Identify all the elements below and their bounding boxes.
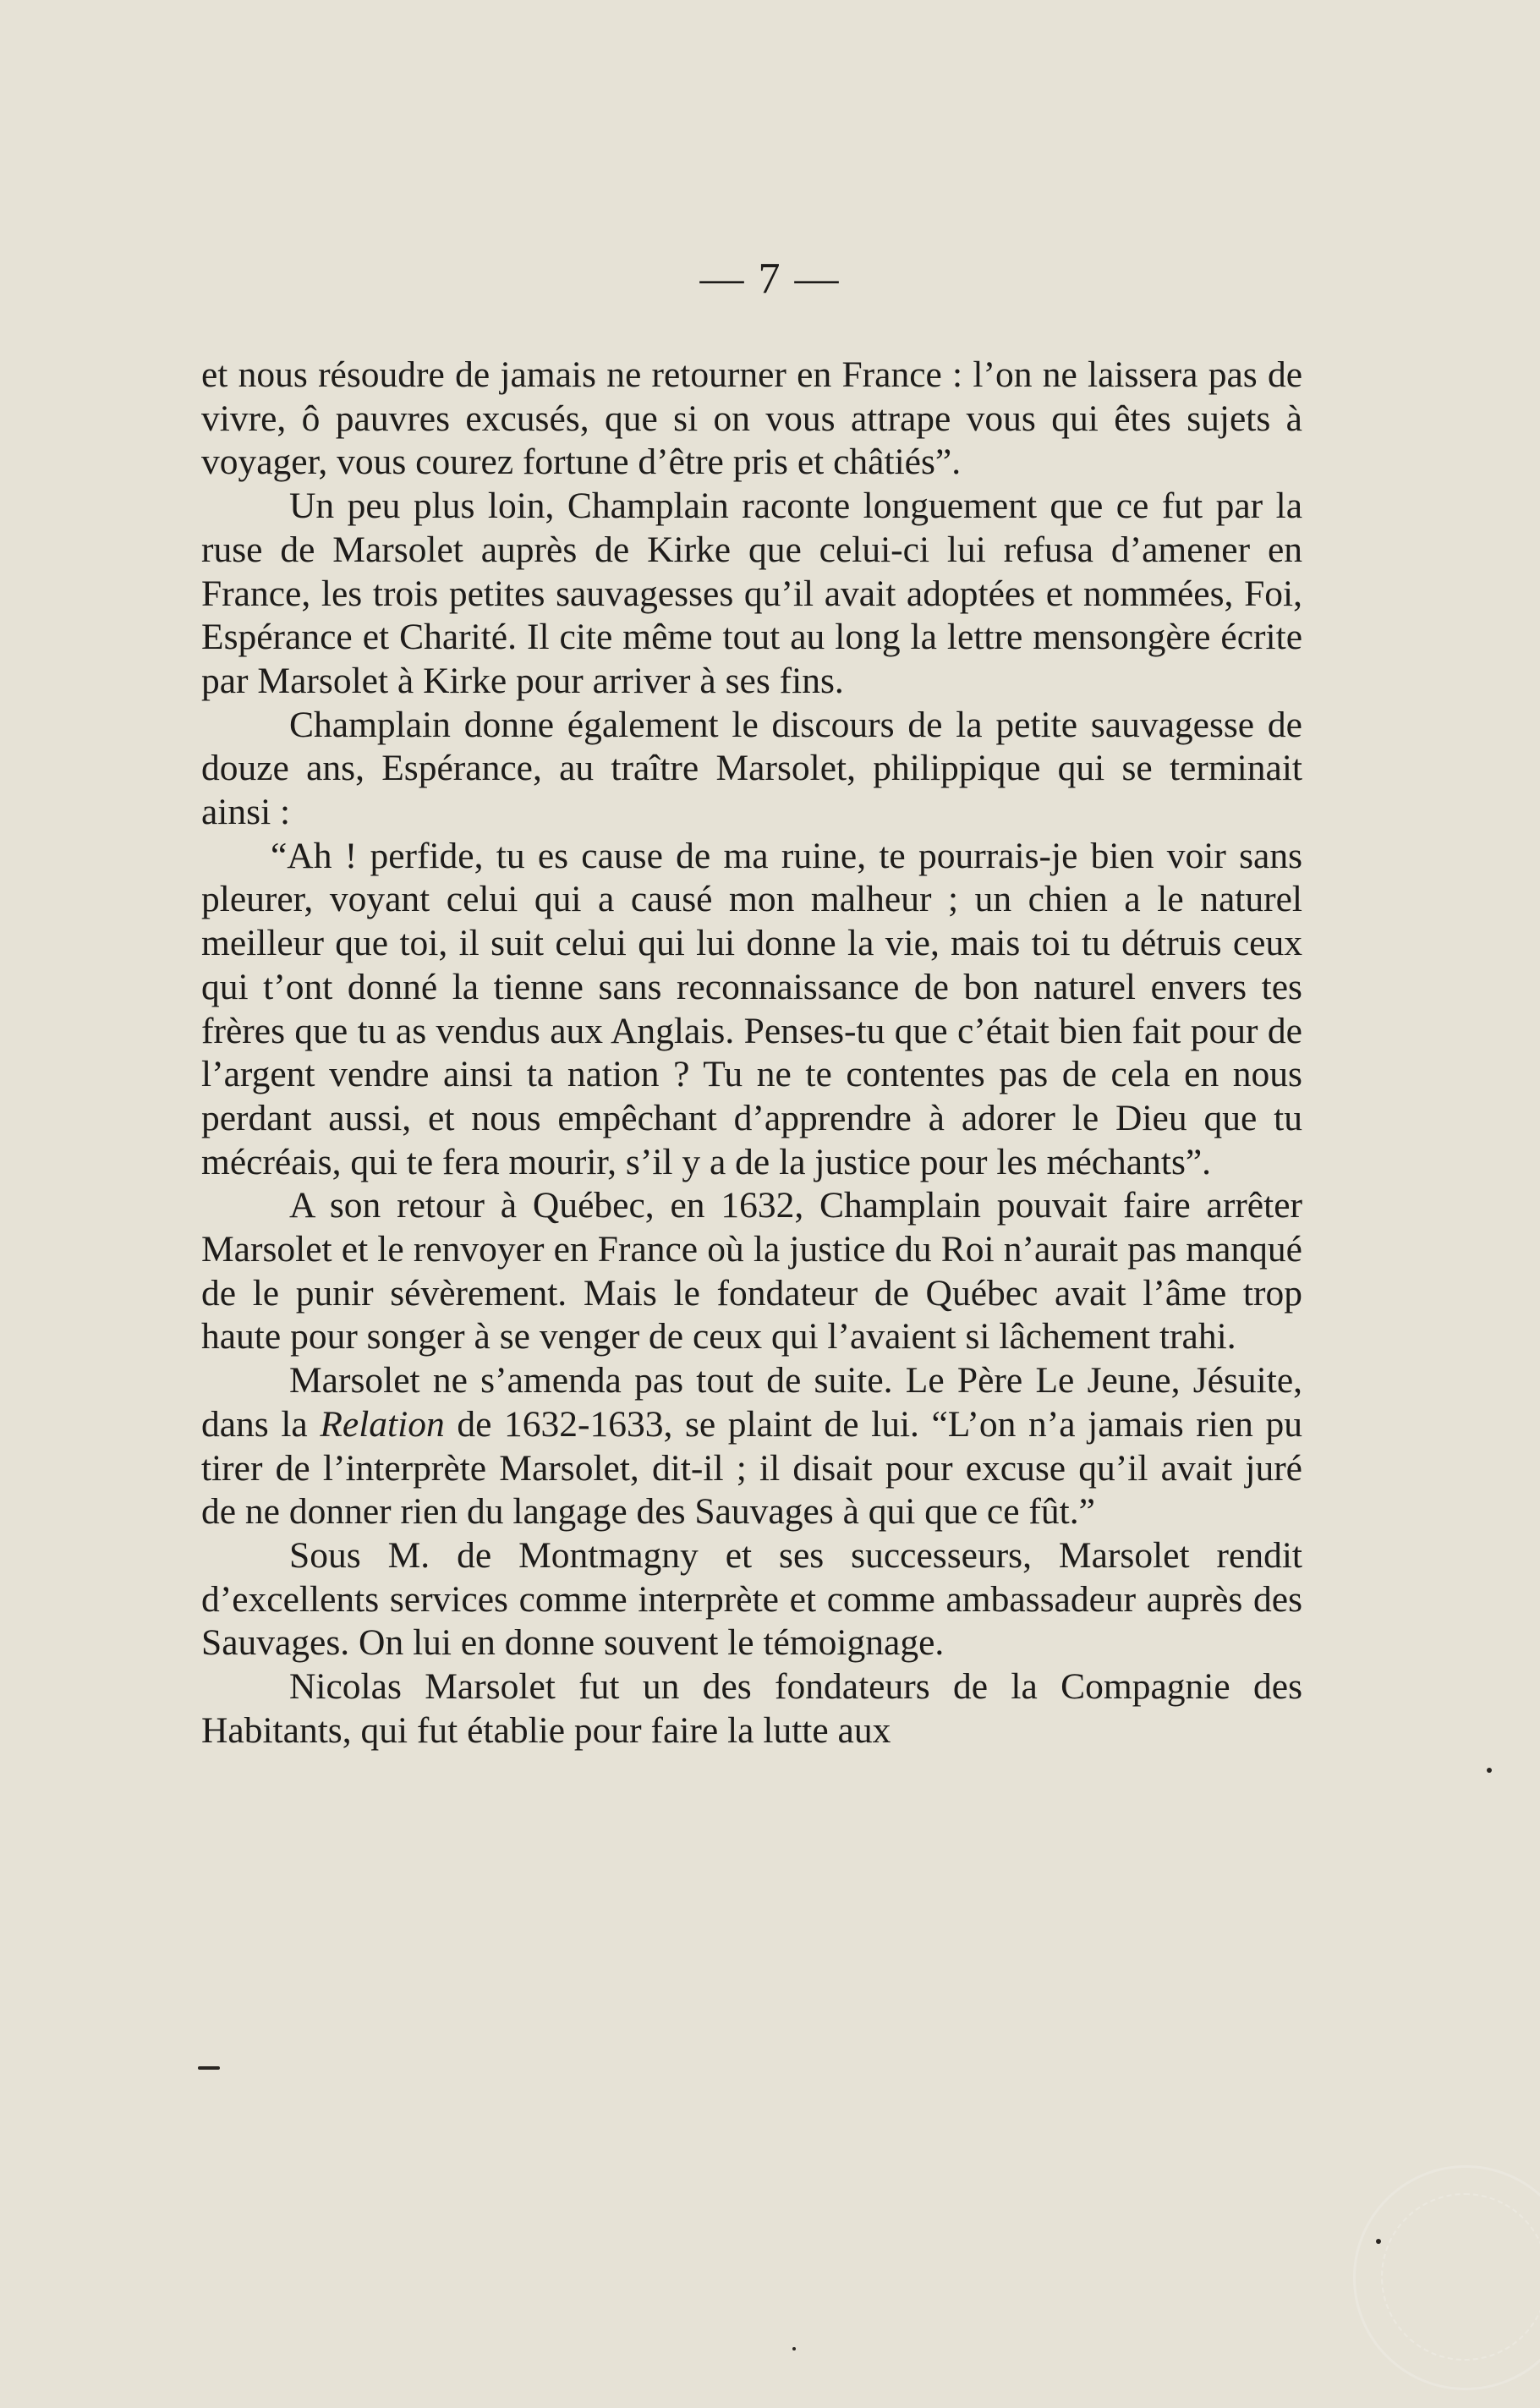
page-number: — 7 —: [699, 255, 841, 303]
paragraph-3: Champlain donne également le discours de la petite sauvagesse de douze ans, Espérance, au traître Marsolet, philippique qui se terminait ainsi :: [201, 704, 1302, 833]
relation-title: Relation: [320, 1403, 445, 1445]
ink-speck: [792, 2347, 796, 2350]
ink-speck: [1376, 2239, 1381, 2244]
paragraph-6-after: de 1632-1633, se plaint de lui. “L’on n’a jamais rien pu tirer de l’interprète Marsolet, dit-il ; il disait pour excuse qu’il avait juré de ne donner rien du langage des Sauvages à qui que ce fût.”: [201, 1403, 1302, 1533]
paragraph-7: Sous M. de Montmagny et ses successeurs, Marsolet rendit d’excellents services comme interprète et comme ambassadeur auprès des Sauvages. On lui en donne souvent le témoignage.: [201, 1534, 1302, 1664]
paragraph-1: et nous résoudre de jamais ne retourner en France : l’on ne laissera pas de vivre, ô pauvres excusés, que si on vous attrape vous qui êtes sujets à voyager, vous courez fortune d’être pris et châtiés”.: [201, 354, 1302, 483]
paragraph-6: [201, 1359, 1302, 1534]
paragraph-4-quote: “Ah ! perfide, tu es cause de ma ruine, te pourrais-je bien voir sans pleurer, voyant celui qui a causé mon malheur ; un chien a le naturel meilleur que toi, il suit celui qui lui donne la vie, mais toi tu détruis ceux qui t’ont donné la tienne sans reconnaissance de bon naturel envers tes frères que tu as vendus aux Anglais. Penses-tu que c’était bien fait pour de l’argent vendre ainsi ta nation ? Tu ne te contentes pas de cela en nous perdant aussi, et nous empêchant d’apprendre à adorer le Dieu que tu mécréais, qui te fera mourir, s’il y a de la justice pour les méchants”.: [201, 835, 1302, 1182]
paragraph-2: Un peu plus loin, Champlain raconte longuement que ce fut par la ruse de Marsolet auprès de Kirke que celui-ci lui refusa d’amener en France, les trois petites sauvagesses qu’il avait adoptées et nommées, Foi, Espérance et Charité. Il cite même tout au long la lettre mensongère écrite par Marsolet à Kirke pour arriver à ses fins.: [201, 485, 1302, 701]
ink-mark: [198, 2066, 220, 2070]
body-text: [201, 354, 1302, 1753]
ink-speck: [1487, 1768, 1492, 1773]
embossed-seal: [1353, 2165, 1540, 2390]
embossed-seal-ring: [1381, 2193, 1540, 2361]
paragraph-6-before: Marsolet ne s’amenda pas tout de suite. Le Père Le Jeune, Jésuite, dans la: [201, 1360, 1302, 1445]
paragraph-8: Nicolas Marsolet fut un des fondateurs de la Compagnie des Habitants, qui fut établie pour faire la lutte aux: [201, 1666, 1302, 1751]
paragraph-5: A son retour à Québec, en 1632, Champlain pouvait faire arrêter Marsolet et le renvoyer en France où la justice du Roi n’aurait pas manqué de le punir sévèrement. Mais le fondateur de Québec avait l’âme trop haute pour songer à se venger de ceux qui l’avaient si lâchement trahi.: [201, 1185, 1302, 1358]
